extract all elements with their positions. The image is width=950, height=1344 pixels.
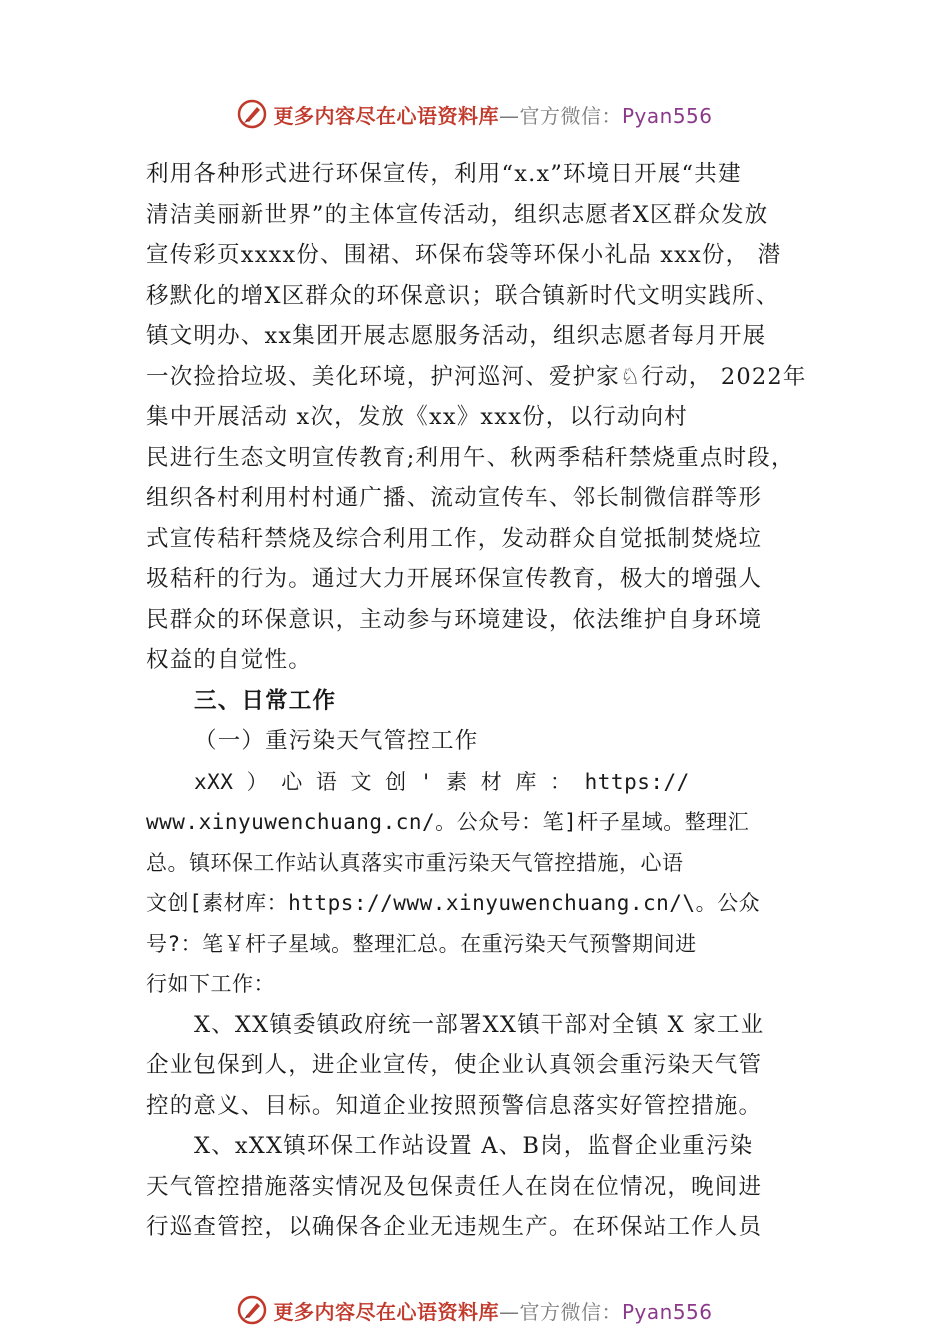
banner-label: —官方微信： [498,103,622,128]
body-line: 圾秸秆的行为。通过大力开展环保宣传教育，极大的增强人 [146,566,763,592]
body-line: 民进行生态文明宣传教育;利用午、秋两季秸秆禁烧重点时段， [146,444,795,471]
body-line: X、XX镇委镇政府统一部署XX镇干部对全镇 X 家工业 [194,1011,765,1038]
banner-brand: 更多内容尽在心语资料库 [273,103,499,128]
footer-banner [0,1290,950,1330]
body-line: 镇文明办、xx集团开展志愿服务活动，组织志愿者每月开展 [146,323,767,349]
body-line: 权益的自觉性。 [146,647,312,673]
banner-wechat-id: Pyan556 [621,103,713,128]
body-line: 利用各种形式进行环保宣传，利用“x.x”环境日开展“共建 [146,161,742,187]
body-line: 一次捡拾垃圾、美化环境，护河巡河、爱护家♘行动， 2022年 [146,363,807,390]
section-heading: 三、日常工作 [194,687,337,714]
body-line: 企业包保到人，进企业宣传，使企业认真领会重污染天气管 [146,1052,763,1078]
body-line: 集中开展活动 x次，发放《xx》xxx份，以行动向村 [146,404,688,430]
body-line: 民群众的环保意识，主动参与环境建设，依法维护自身环境 [146,606,763,633]
body-line: 式宣传秸秆禁烧及综合利用工作，发动群众自觉抵制焚烧垃 [146,525,763,552]
document-body [146,154,826,1248]
body-line: 宣传彩页xxxx份、围裙、环保布袋等环保小礼品 xxx份， 潜 [146,242,782,268]
body-line: 文创[素材库：https://www.xinyuwenchuang.cn/\。公众 [146,891,761,915]
body-line: xXX ） 心 语 文 创 ' 素 材 库 ： https:// [194,769,690,794]
body-line: 移默化的增X区群众的环保意识；联合镇新时代文明实践所、 [146,282,780,309]
banner-wechat-id: Pyan556 [621,1299,713,1324]
banner-text [273,100,712,129]
header-banner [0,94,950,134]
body-line: 组织各村利用村村通广播、流动宣传车、邻长制微信群等形 [146,485,763,511]
body-line: www.xinyuwenchuang.cn/。公众号：笔]杆子星域。整理汇 [146,810,750,834]
body-line: 控的意义、目标。知道企业按照预警信息落实好管控措施。 [146,1092,763,1119]
brush-logo-icon [237,99,267,129]
body-line: 行如下工作： [146,972,275,996]
banner-label: —官方微信： [498,1299,622,1324]
body-line: 清洁美丽新世界”的主体宣传活动，组织志愿者X区群众发放 [146,201,769,228]
body-line: 天气管控措施落实情况及包保责任人在岗在位情况，晚间进 [146,1173,763,1200]
banner-text [273,1296,712,1325]
brush-logo-icon [237,1295,267,1325]
body-line: X、xXX镇环保工作站设置 A、B岗，监督企业重污染 [194,1133,754,1159]
body-line: 总。镇环保工作站认真落实市重污染天气管控措施，心语 [146,850,684,875]
body-line: 行巡查管控，以确保各企业无违规生产。在环保站工作人员 [146,1214,763,1240]
banner-brand: 更多内容尽在心语资料库 [273,1299,499,1324]
body-line: 号?：笔￥杆子星域。整理汇总。在重污染天气预警期间进 [146,931,697,956]
subsection-heading: （一）重污染天气管控工作 [194,728,479,754]
